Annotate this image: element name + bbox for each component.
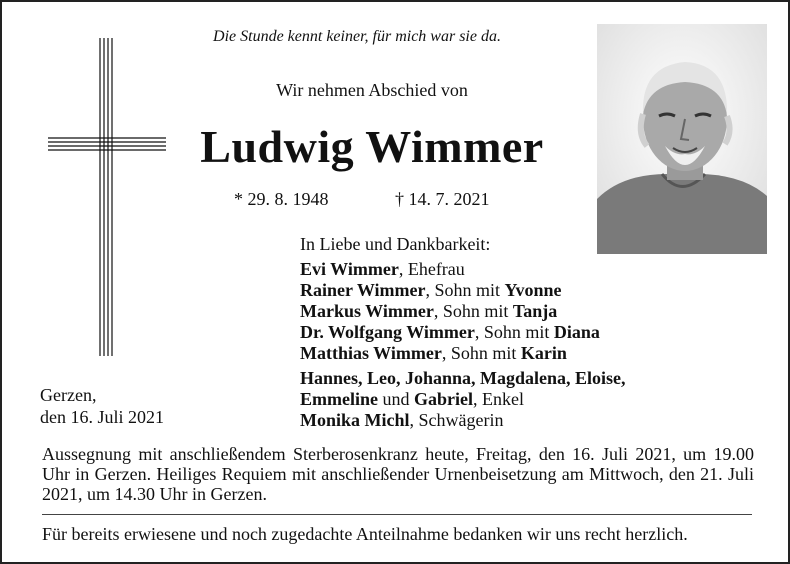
grandchildren-row: Hannes, Leo, Johanna, Magdalena, Eloise, (300, 368, 626, 388)
intro-text: Wir nehmen Abschied von (276, 80, 468, 100)
family-member-row: Dr. Wolfgang Wimmer, Sohn mit Diana (300, 322, 600, 342)
place: Gerzen, (40, 385, 97, 405)
divider (42, 514, 752, 515)
family-member-row: Markus Wimmer, Sohn mit Tanja (300, 301, 558, 321)
footer-thanks: Für bereits erwiesene und noch zugedachte Anteilnahme bedanken wir uns recht herzlich. (42, 524, 688, 544)
birth-date: * 29. 8. 1948 (234, 189, 329, 209)
thanks-heading: In Liebe und Dankbarkeit: (300, 234, 491, 254)
family-member-row: Matthias Wimmer, Sohn mit Karin (300, 343, 567, 363)
death-date: † 14. 7. 2021 (395, 189, 490, 209)
place-date (40, 384, 164, 428)
family-member-row: Rainer Wimmer, Sohn mit Yvonne (300, 280, 562, 300)
motto: Die Stunde kennt keiner, für mich war sie da. (213, 28, 501, 45)
portrait-photo (597, 24, 767, 254)
family-member-row: Evi Wimmer, Ehefrau (300, 259, 465, 279)
service-info: Aussegnung mit anschließendem Sterberosenkranz heute, Freitag, den 16. Juli 2021, um 19.00 Uhr in Gerzen. Heiliges Requiem mit anschließender Urnenbeisetzung am Mittwoch, den 21. Juli 2021, um 14.30 Uhr in Gerzen. (42, 444, 754, 504)
family-member-row: Monika Michl, Schwägerin (300, 410, 504, 430)
deceased-name: Ludwig Wimmer (200, 121, 544, 172)
mourners-list (300, 234, 626, 431)
date: den 16. Juli 2021 (40, 407, 164, 427)
grandchildren-row: Emmeline und Gabriel, Enkel (300, 389, 524, 409)
cross-icon (48, 38, 168, 358)
